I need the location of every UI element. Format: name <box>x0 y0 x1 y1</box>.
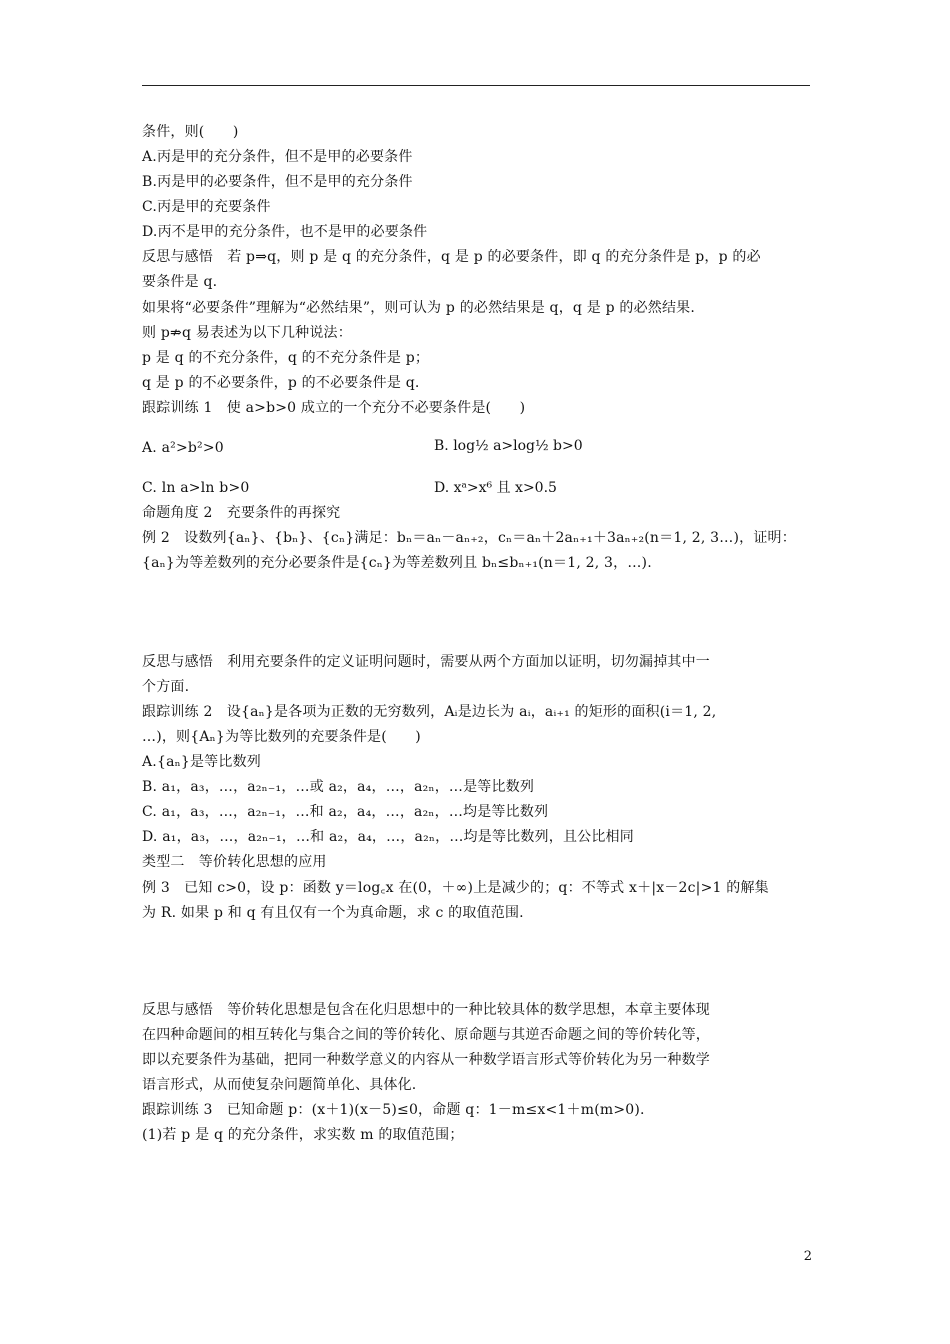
text-line: 为 R. 如果 p 和 q 有且仅有一个为真命题，求 c 的取值范围. <box>142 905 524 921</box>
text-line: q 是 p 的不必要条件，p 的不必要条件是 q. <box>142 375 420 391</box>
text-line: 要条件是 q. <box>142 274 218 290</box>
text-line: 反思与感悟 利用充要条件的定义证明问题时，需要从两个方面加以证明，切勿漏掉其中一 <box>142 654 710 670</box>
text-line: 跟踪训练 2 设{aₙ}是各项为正数的无穷数列，Aᵢ是边长为 aᵢ，aᵢ₊₁ 的矩形的面积(i＝1, 2, <box>142 704 717 720</box>
text-line: 即以充要条件为基础，把同一种数学意义的内容从一种数学语言形式等价转化为另一种数学 <box>142 1052 710 1068</box>
text-line: C. a₁，a₃，…，a₂ₙ₋₁，…和 a₂，a₄，…，a₂ₙ，…均是等比数列 <box>142 804 549 820</box>
text-line: A.{aₙ}是等比数列 <box>142 754 261 770</box>
text-line: 例 2 设数列{aₙ}、{bₙ}、{cₙ}满足：bₙ＝aₙ－aₙ₊₂，cₙ＝aₙ＋2aₙ₊₁＋3aₙ₊₂(n＝1, 2, 3…)，证明： <box>142 530 796 546</box>
text-line: 例 3 已知 c>0，设 p：函数 y＝log꜀x 在(0，＋∞)上是减少的；q：不等式 x＋|x－2c|>1 的解集 <box>142 880 769 896</box>
text-line: 类型二 等价转化思想的应用 <box>142 854 327 870</box>
text-line: 命题角度 2 充要条件的再探究 <box>142 505 341 521</box>
text-line: A. a²>b²>0 <box>142 440 224 456</box>
text-line: C.丙是甲的充要条件 <box>142 199 271 215</box>
text-line: 在四种命题间的相互转化与集合之间的等价转化、原命题与其逆否命题之间的等价转化等， <box>142 1027 710 1043</box>
text-line: B. a₁，a₃，…，a₂ₙ₋₁，…或 a₂，a₄，…，a₂ₙ，…是等比数列 <box>142 779 535 795</box>
text-line: A.丙是甲的充分条件，但不是甲的必要条件 <box>142 149 413 165</box>
text-line: 个方面. <box>142 679 190 695</box>
text-line: 反思与感悟 等价转化思想是包含在化归思想中的一种比较具体的数学思想，本章主要体现 <box>142 1002 710 1018</box>
text-line: C. ln a>ln b>0 <box>142 480 250 496</box>
page-number: 2 <box>803 1249 812 1264</box>
text-line: 语言形式，从而使复杂问题简单化、具体化. <box>142 1077 417 1093</box>
text-line: (1)若 p 是 q 的充分条件，求实数 m 的取值范围； <box>142 1127 464 1143</box>
text-line: …)，则{Aₙ}为等比数列的充要条件是( ) <box>142 729 421 745</box>
text-line: B.丙是甲的必要条件，但不是甲的充分条件 <box>142 174 413 190</box>
text-line: {aₙ}为等差数列的充分必要条件是{cₙ}为等差数列且 bₙ≤bₙ₊₁(n＝1, 2, 3，…). <box>142 555 652 571</box>
text-line: p 是 q 的不充分条件，q 的不充分条件是 p； <box>142 350 430 366</box>
text-line: D. a₁，a₃，…，a₂ₙ₋₁，…和 a₂，a₄，…，a₂ₙ，…均是等比数列，且公比相同 <box>142 829 634 845</box>
text-line: 反思与感悟 若 p⇒q，则 p 是 q 的充分条件，q 是 p 的必要条件，即 q 的充分条件是 p，p 的必 <box>142 249 761 265</box>
text-line: D.丙不是甲的充分条件，也不是甲的必要条件 <box>142 224 428 240</box>
option-line-right: D. xᵃ>x⁶ 且 x>0.5 <box>434 480 557 496</box>
text-line: 跟踪训练 1 使 a>b>0 成立的一个充分不必要条件是( ) <box>142 400 526 416</box>
text-line: 跟踪训练 3 已知命题 p：(x＋1)(x－5)≤0，命题 q：1－m≤x<1＋m(m>0). <box>142 1102 645 1118</box>
header-rule <box>142 85 810 86</box>
text-line: 条件，则( ) <box>142 124 239 140</box>
text-line: 则 p⇏q 易表述为以下几种说法： <box>142 325 352 341</box>
text-line: 如果将“必要条件”理解为“必然结果”，则可认为 p 的必然结果是 q，q 是 p 的必然结果. <box>142 300 696 316</box>
option-line-right: B. log½ a>log½ b>0 <box>434 438 583 454</box>
